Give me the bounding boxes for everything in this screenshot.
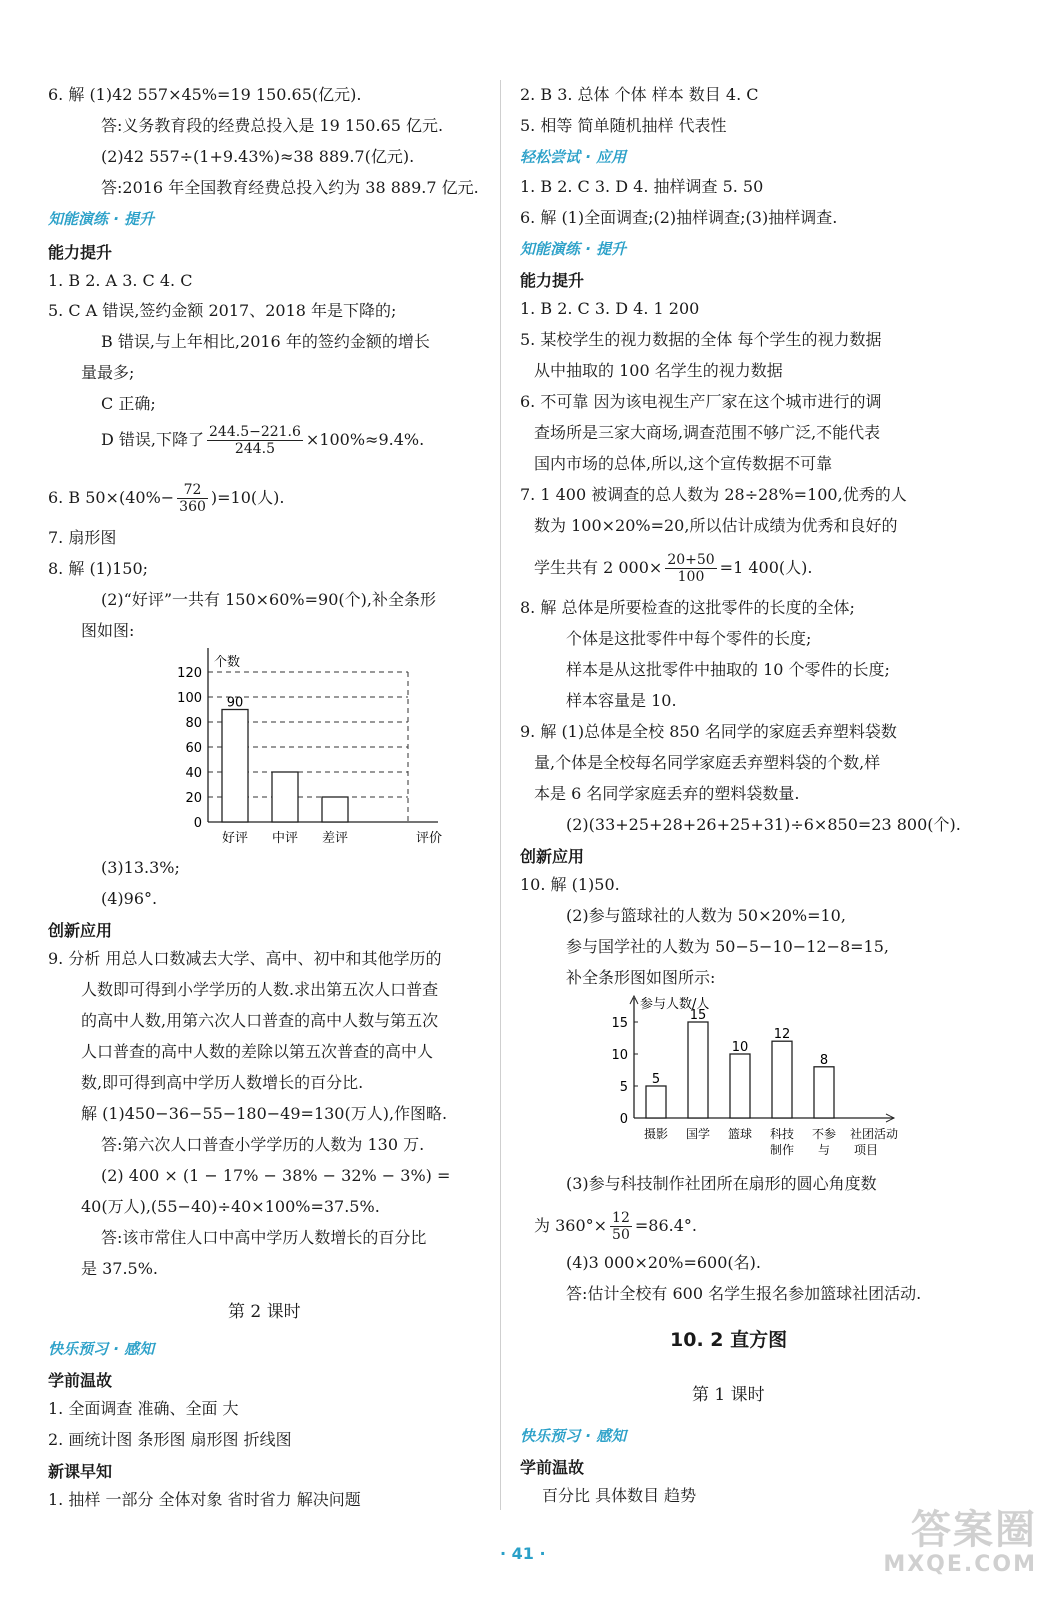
- answer-6-line3: (2)42 557÷(1+9.43%)≈38 889.7(亿元).: [101, 147, 415, 166]
- subheading: 创新应用: [48, 921, 113, 940]
- r-innovate-10-line6: [534, 1210, 697, 1243]
- r-innovate-10-line4: 补全条形图如图所示:: [566, 968, 716, 987]
- r-ability-5-line1: 5. 某校学生的视力数据的全体 每个学生的视力数据: [520, 330, 882, 349]
- r-innovate-10-line3: 参与国学社的人数为 50−5−10−12−8=15,: [566, 937, 890, 956]
- subheading: 能力提升: [48, 243, 113, 262]
- answer-9-line10: 答:该市常住人口中高中学历人数增长的百分比: [101, 1228, 427, 1247]
- answer-7: 7. 扇形图: [48, 528, 117, 547]
- section-heading: 快乐预习 · 感知: [520, 1427, 627, 1445]
- r-answer-2-4: 2. B 3. 总体 个体 样本 数目 4. C: [520, 85, 759, 104]
- x-tick-label: 好评: [221, 831, 249, 846]
- subheading: 能力提升: [520, 271, 585, 290]
- r-ability-8-line4: 样本容量是 10.: [566, 691, 677, 710]
- lesson-title: 第 2 课时: [228, 1302, 301, 1322]
- r-ability-8-line2: 个体是这批零件中每个零件的长度;: [566, 629, 812, 648]
- fraction-denominator: 100: [677, 569, 705, 585]
- column-divider: [500, 80, 501, 1510]
- r-innovate-10-line1: 10. 解 (1)50.: [520, 875, 620, 894]
- subheading: 新课早知: [48, 1462, 113, 1481]
- watermark-text: 答案圈: [911, 1507, 1037, 1553]
- y-tick-label: 100: [177, 691, 202, 706]
- page-number: · 41 ·: [500, 1544, 546, 1563]
- section-heading: 知能演练 · 提升: [520, 240, 627, 258]
- y-tick-label: 40: [185, 766, 202, 781]
- answer-9-line11: 是 37.5%.: [81, 1259, 159, 1278]
- answer-6-line4: 答:2016 年全国教育经费总投入约为 38 889.7 亿元.: [101, 178, 479, 197]
- review-1: 1. 全面调查 准确、全面 大: [48, 1399, 239, 1418]
- x-tick-label: 国学: [685, 1127, 711, 1141]
- r-ability-9-line4: (2)(33+25+28+26+25+31)÷6×850=23 800(个).: [566, 815, 961, 834]
- answer-9-line9: 40(万人),(55−40)÷40×100%=37.5%.: [81, 1197, 380, 1216]
- answer-5-line1: 5. C A 错误,签约金额 2017、2018 年是下降的;: [48, 301, 397, 320]
- bar: [688, 1022, 708, 1118]
- answer-5-line4: C 正确;: [101, 394, 156, 413]
- data-label: 5: [651, 1072, 661, 1087]
- subheading: 创新应用: [520, 847, 585, 866]
- fraction-numerator: 72: [177, 482, 208, 499]
- fraction-numerator: 244.5−221.6: [209, 424, 301, 440]
- r-try-6: 6. 解 (1)全面调查;(2)抽样调查;(3)抽样调查.: [520, 208, 838, 227]
- answer-9-line2: 人数即可得到小学学历的人数.求出第五次人口普查: [81, 980, 439, 999]
- r-ability-1-4: 1. B 2. C 3. D 4. 1 200: [520, 299, 700, 318]
- r-innovate-10-line2: (2)参与篮球社的人数为 50×20%=10,: [566, 906, 846, 925]
- fraction-numerator: 12: [612, 1210, 630, 1226]
- answer-1-4: 1. B 2. A 3. C 4. C: [48, 271, 193, 290]
- section-heading: 轻松尝试 · 应用: [520, 148, 627, 166]
- section-title: 10. 2 直方图: [670, 1329, 788, 1351]
- r-ability-9-line2: 量,个体是全校每名同学家庭丢弃塑料袋的个数,样: [534, 753, 881, 772]
- y-tick-label: 60: [185, 741, 202, 756]
- y-axis-label: 个数: [214, 655, 241, 670]
- bar: [272, 772, 298, 822]
- club-bar-chart: [604, 992, 904, 1167]
- r-ability-7-line2: 数为 100×20%=20,所以估计成绩为优秀和良好的: [534, 516, 898, 535]
- r-ability-6-line3: 国内市场的总体,所以,这个宣传数据不可靠: [534, 454, 833, 473]
- bar: [730, 1054, 750, 1118]
- data-label: 10: [731, 1040, 749, 1055]
- data-label: 12: [773, 1027, 791, 1043]
- answer-9-line5: 数,即可得到高中学历人数增长的百分比.: [81, 1073, 364, 1092]
- fraction-denominator: 360: [179, 499, 206, 515]
- x-tick-label: 制作: [769, 1143, 795, 1157]
- rating-bar-chart: [138, 648, 458, 858]
- y-tick-label: 80: [185, 716, 202, 731]
- answer-9-line4: 人口普查的高中人数的差除以第五次普查的高中人: [81, 1042, 434, 1061]
- answer-9-line1: 9. 分析 用总人口数减去大学、高中、初中和其他学历的: [48, 949, 442, 968]
- r-innovate-10-line5: (3)参与科技制作社团所在扇形的圆心角度数: [566, 1174, 877, 1193]
- y-axis-label: 参与人数/人: [640, 997, 710, 1012]
- text-fragment: D 错误,下降了: [101, 430, 205, 449]
- answer-9-line7: 答:第六次人口普查小学学历的人数为 130 万.: [101, 1135, 425, 1154]
- x-tick-label: 差评: [321, 831, 349, 846]
- x-tick-label: 篮球: [727, 1127, 753, 1141]
- section-heading: 知能演练 · 提升: [48, 210, 155, 228]
- y-tick-label: 20: [185, 791, 202, 806]
- r-ability-9-line3: 本是 6 名同学家庭丢弃的塑料袋数量.: [534, 784, 800, 803]
- answer-8-line1: 8. 解 (1)150;: [48, 559, 149, 578]
- bar: [322, 797, 348, 822]
- answer-9-line8: (2) 400 × (1 − 17% − 38% − 32% − 3%) =: [101, 1166, 451, 1185]
- y-tick-label: 10: [611, 1048, 628, 1063]
- x-tick-label: 摄影: [643, 1127, 669, 1141]
- answer-9-line6: 解 (1)450−36−55−180−49=130(万人),作图略.: [81, 1104, 448, 1123]
- y-tick-label: 0: [619, 1112, 628, 1127]
- x-axis-label: 项目: [854, 1143, 879, 1157]
- x-axis-label: 评价: [416, 831, 443, 846]
- review-2: 2. 画统计图 条形图 扇形图 折线图: [48, 1430, 292, 1449]
- answer-8-line4: (3)13.3%;: [101, 858, 180, 877]
- y-tick-label: 5: [619, 1080, 628, 1095]
- r-ability-8-line1: 8. 解 总体是所要检查的这批零件的长度的全体;: [520, 598, 855, 617]
- r-ability-5-line2: 从中抽取的 100 名学生的视力数据: [534, 361, 783, 380]
- subheading: 学前温故: [48, 1371, 113, 1390]
- x-tick-label: 与: [817, 1143, 831, 1157]
- text-fragment: =86.4°.: [634, 1216, 697, 1235]
- text-fragment: )=10(人).: [210, 488, 285, 507]
- fraction: [207, 424, 303, 457]
- text-fragment: 学生共有 2 000×: [534, 558, 663, 577]
- text-fragment: =1 400(人).: [719, 558, 813, 577]
- r-review: 百分比 具体数目 趋势: [542, 1486, 697, 1505]
- fraction-denominator: 50: [612, 1227, 630, 1243]
- bar: [646, 1086, 666, 1118]
- data-label: 90: [226, 695, 244, 711]
- r-answer-5: 5. 相等 简单随机抽样 代表性: [520, 116, 727, 135]
- bar: [222, 710, 248, 823]
- bar: [814, 1067, 834, 1118]
- answer-8-line5: (4)96°.: [101, 889, 158, 908]
- r-ability-7-line1: 7. 1 400 被调查的总人数为 28÷28%=100,优秀的人: [520, 485, 907, 504]
- r-try-1-5: 1. B 2. C 3. D 4. 抽样调查 5. 50: [520, 177, 764, 196]
- y-tick-label: 15: [611, 1016, 628, 1031]
- answer-5-line5: [101, 424, 424, 457]
- fraction-denominator: 244.5: [234, 441, 275, 457]
- y-tick-label: 0: [193, 816, 202, 831]
- answer-6-line1: 6. 解 (1)42 557×45%=19 150.65(亿元).: [48, 85, 362, 104]
- y-tick-label: 120: [177, 666, 202, 681]
- answer-5-line3: 量最多;: [81, 363, 135, 382]
- x-tick-label: 科技: [769, 1127, 795, 1141]
- bar: [772, 1041, 792, 1118]
- section-heading: 快乐预习 · 感知: [48, 1340, 155, 1358]
- answer-5-line2: B 错误,与上年相比,2016 年的签约金额的增长: [101, 332, 430, 351]
- watermark-url: MXQE.COM: [883, 1552, 1037, 1577]
- r-innovate-10-line8: 答:估计全校有 600 名学生报名参加篮球社团活动.: [566, 1284, 922, 1303]
- x-tick-label: 不参: [811, 1127, 837, 1141]
- answer-6-line2: 答:义务教育段的经费总投入是 19 150.65 亿元.: [101, 116, 444, 135]
- data-label: 15: [689, 1008, 707, 1023]
- r-innovate-10-line7: (4)3 000×20%=600(名).: [566, 1253, 761, 1272]
- text-fragment: 为 360°×: [534, 1216, 608, 1235]
- subheading: 学前温故: [520, 1458, 585, 1477]
- r-ability-6-line1: 6. 不可靠 因为该电视生产厂家在这个城市进行的调: [520, 392, 882, 411]
- x-axis-label: 社团活动: [850, 1127, 899, 1141]
- text-fragment: 6. B 50×(40%−: [48, 488, 175, 507]
- answer-9-line3: 的高中人数,用第六次人口普查的高中人数与第五次: [81, 1011, 439, 1030]
- r-ability-6-line2: 查场所是三家大商场,调查范围不够广泛,不能代表: [534, 423, 881, 442]
- r-ability-8-line3: 样本是从这批零件中抽取的 10 个零件的长度;: [566, 660, 890, 679]
- r-ability-9-line1: 9. 解 (1)总体是全校 850 名同学的家庭丢弃塑料袋数: [520, 722, 897, 741]
- watermark-logo: [883, 1508, 1037, 1577]
- fraction-numerator: 20+50: [667, 552, 715, 568]
- answer-6b: [48, 482, 285, 515]
- text-fragment: ×100%≈9.4%.: [305, 430, 425, 449]
- answer-8-line3: 图如图:: [81, 621, 135, 640]
- x-tick-label: 中评: [271, 831, 299, 846]
- data-label: 8: [819, 1052, 829, 1068]
- r-ability-7-line3: [534, 552, 812, 585]
- fraction: [177, 482, 208, 515]
- fraction: [665, 552, 716, 585]
- answer-8-line2: (2)“好评”一共有 150×60%=90(个),补全条形: [101, 590, 436, 609]
- lesson-title: 第 1 课时: [692, 1385, 765, 1405]
- fraction: [610, 1210, 632, 1243]
- preview-1: 1. 抽样 一部分 全体对象 省时省力 解决问题: [48, 1490, 361, 1509]
